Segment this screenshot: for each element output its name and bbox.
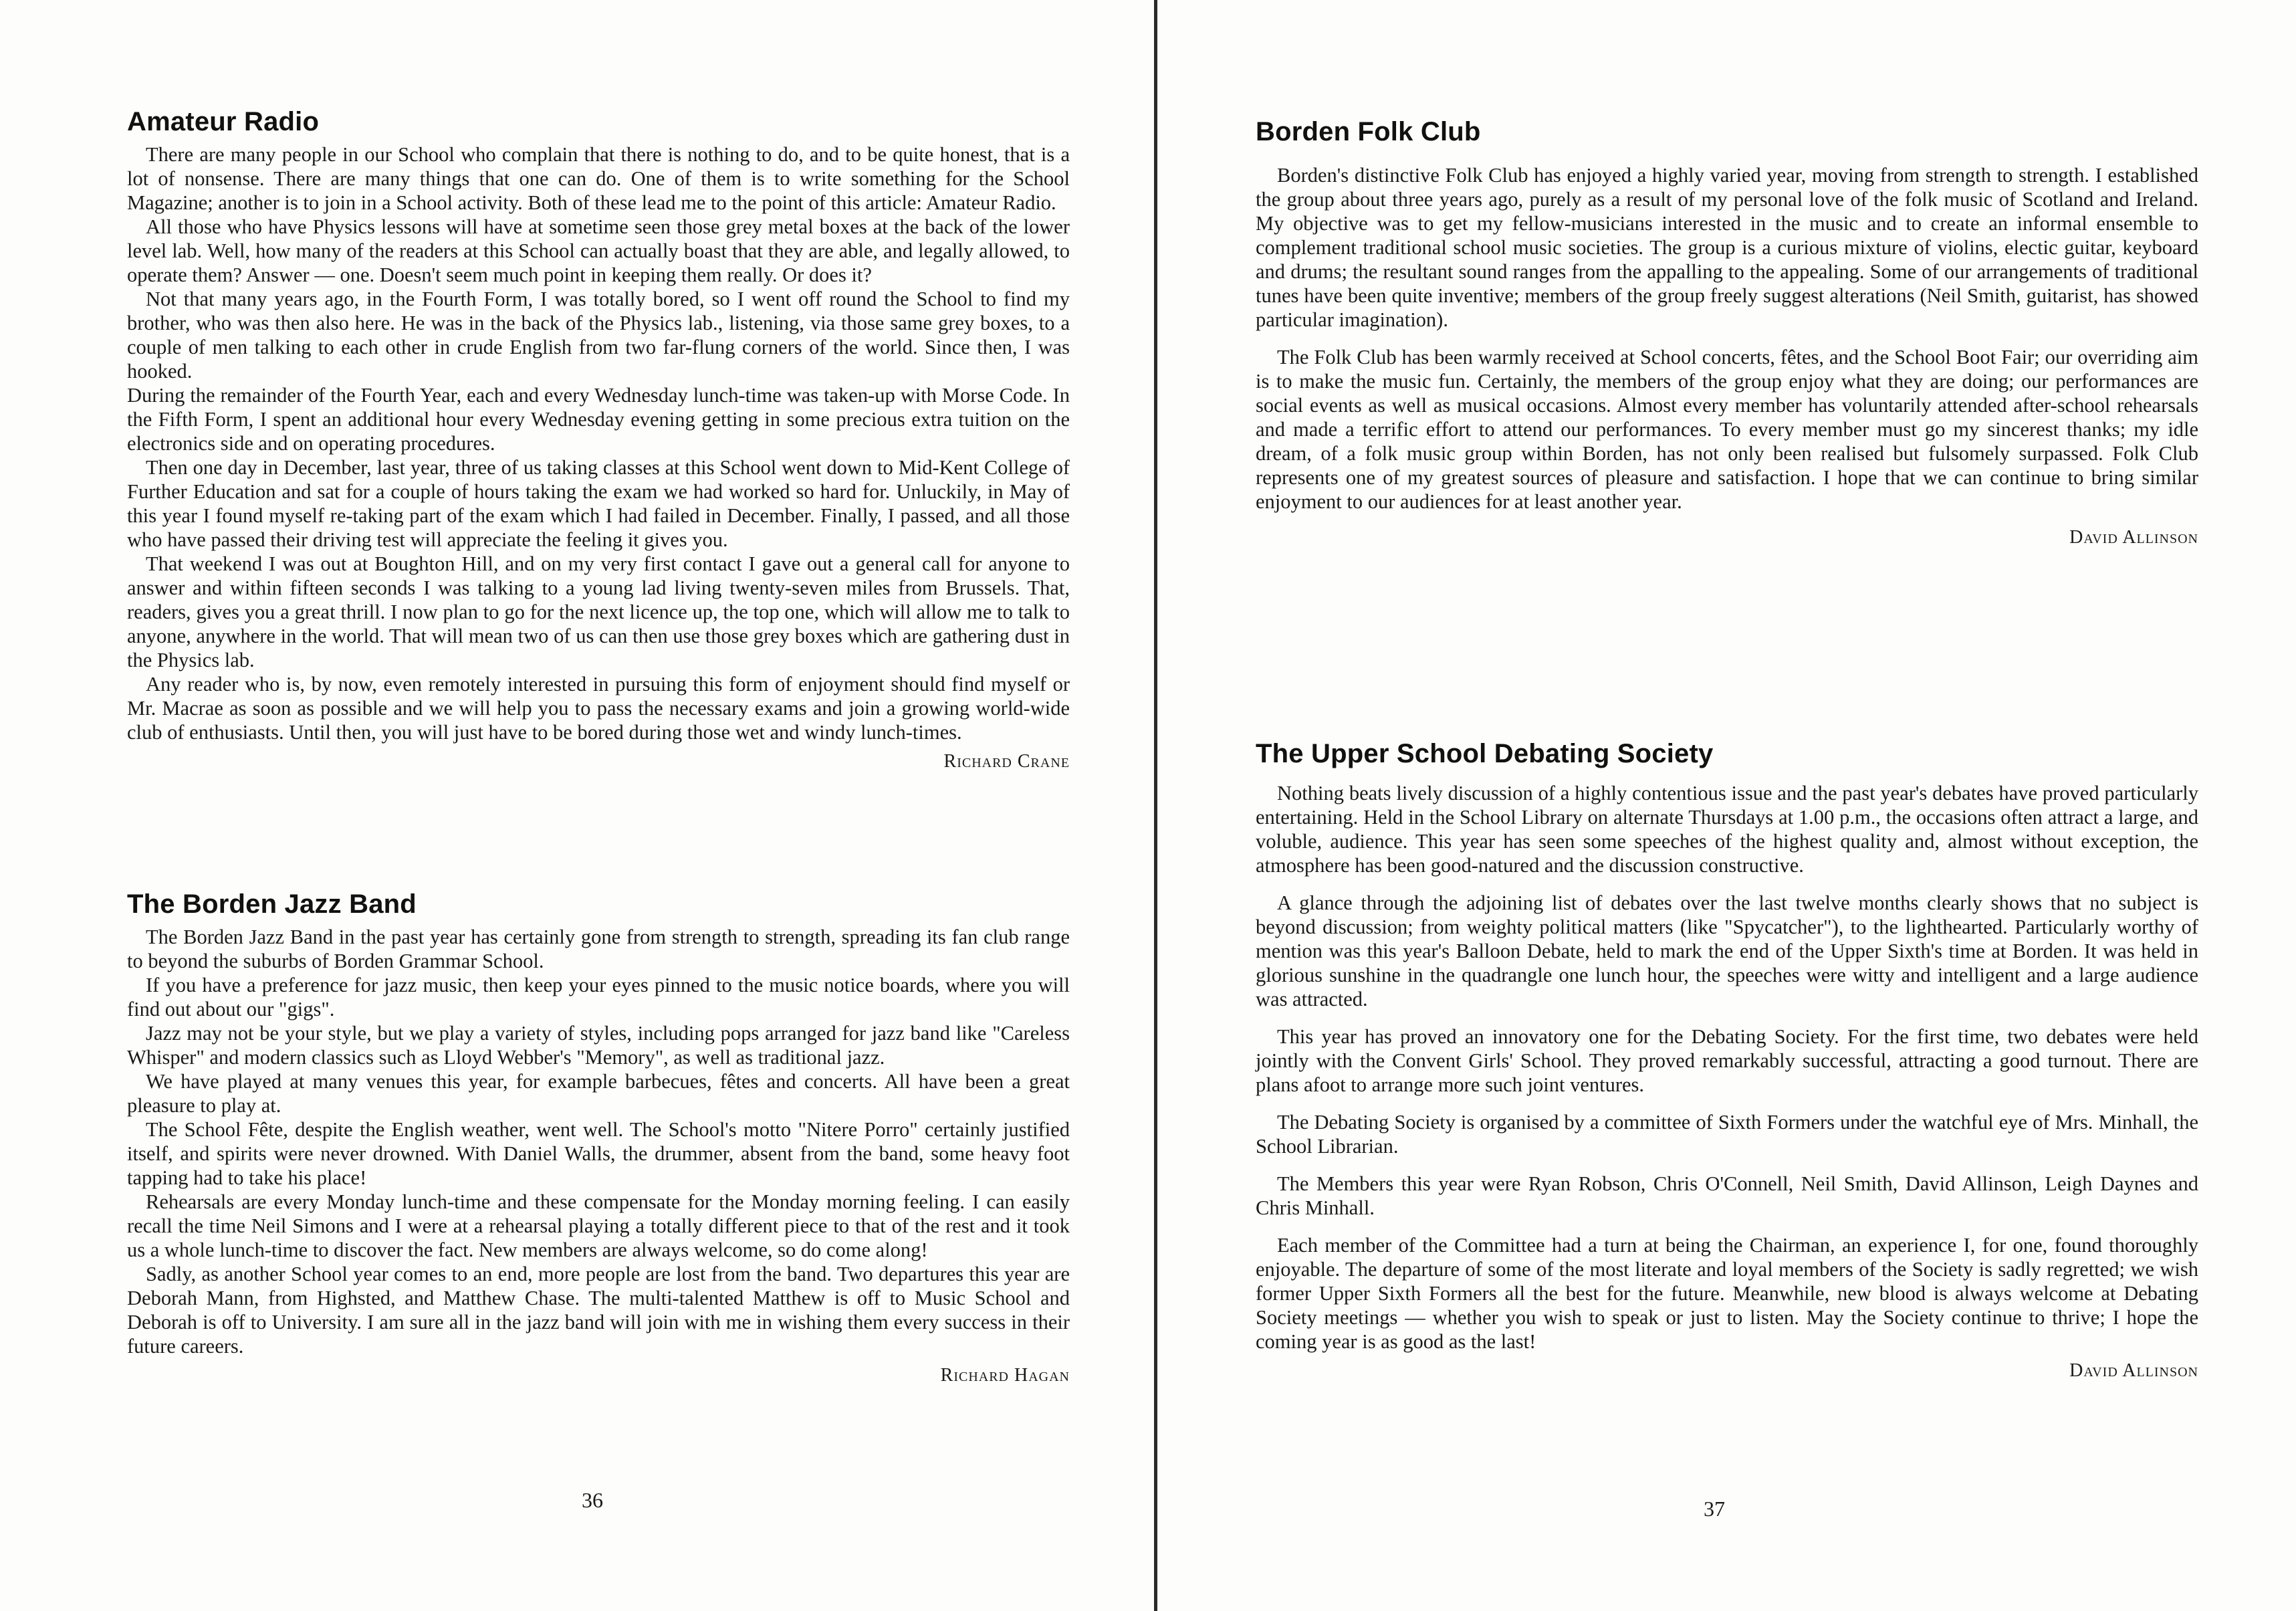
amateur-radio-article	[127, 107, 1070, 772]
paragraph: The Folk Club has been warmly received at School concerts, fêtes, and the School Boot Fair; our overriding aim is to make the music fun. Certainly, the members of the group enjoy what they are doing; our performances are social events as well as musical occasions. Almost every member has voluntarily attended after-school rehearsals and made a terrific effort to attend our performances. To every member must go my sincerest thanks; my idle dream, of a folk music group within Borden, has not only been realised but fulsomely surpassed. Folk Club represents one of my greatest sources of pleasure and satisfaction. I hope that we can continue to bring similar enjoyment to our audiences for at least another year.	[1256, 346, 2198, 513]
paragraph: The Debating Society is organised by a committee of Sixth Formers under the watchful eye of Mrs. Minhall, the School Librarian.	[1256, 1111, 2198, 1158]
paragraph: Rehearsals are every Monday lunch-time and these compensate for the Monday morning feeling. I can easily recall the time Neil Simons and I were at a rehearsal playing a totally different piece to that of the rest and it took us a whole lunch-time to discover the fact. New members are always welcome, so do come along!	[127, 1190, 1070, 1261]
folk-club-article	[1256, 117, 2198, 548]
article-title: Borden Folk Club	[1256, 117, 1481, 146]
jazz-band-article	[127, 889, 1070, 1386]
author-byline: Richard Hagan	[940, 1365, 1070, 1386]
paragraph: Nothing beats lively discussion of a highly contentious issue and the past year's debates have proved particularly entertaining. Held in the School Library on alternate Thursdays at 1.00 p.m., the occasions often attract a large, and voluble, audience. This year has seen some speeches of the highest quality and, almost without exception, the atmosphere has been good-natured and the discussion constructive.	[1256, 782, 2198, 877]
paragraph: The Members this year were Ryan Robson, Chris O'Connell, Neil Smith, David Allinson, Leigh Daynes and Chris Minhall.	[1256, 1172, 2198, 1219]
author-byline: David Allinson	[2069, 527, 2198, 548]
paragraph: The Borden Jazz Band in the past year has certainly gone from strength to strength, spreading its fan club range to beyond the suburbs of Borden Grammar School.	[127, 926, 1070, 972]
paragraph: Sadly, as another School year comes to an end, more people are lost from the band. Two departures this year are Deborah Mann, from Highsted, and Matthew Chase. The multi-talented Matthew is off to Music School and Deborah is off to University. I am sure all in the jazz band will join with me in wishing them every success in their future careers.	[127, 1263, 1070, 1358]
page-number: 37	[1704, 1497, 1725, 1521]
page-divider	[1154, 0, 1157, 1611]
paragraph: This year has proved an innovatory one for the Debating Society. For the first time, two debates were held jointly with the Convent Girls' School. They proved remarkably successful, attracting a good turnout. There are plans afoot to arrange more such joint ventures.	[1256, 1025, 2198, 1096]
right-page	[1169, 0, 2296, 1611]
paragraph: The School Fête, despite the English weather, went well. The School's motto "Nitere Porro" certainly justified itself, and spirits were never drowned. With Daniel Walls, the drummer, absent from the band, some heavy foot tapping had to take his place!	[127, 1118, 1070, 1189]
article-title: The Borden Jazz Band	[127, 889, 417, 919]
paragraph: There are many people in our School who complain that there is nothing to do, and to be quite honest, that is a lot of nonsense. There are many things that one can do. One of them is to write something for the School Magazine; another is to join in a School activity. Both of these lead me to the point of this article: Amateur Radio.	[127, 143, 1070, 214]
paragraph: We have played at many venues this year, for example barbecues, fêtes and concerts. All have been a great pleasure to play at.	[127, 1070, 1070, 1117]
paragraph: Not that many years ago, in the Fourth Form, I was totally bored, so I went off round the School to find my brother, who was then also here. He was in the back of the Physics lab., listening, via those same grey boxes, to a couple of men talking to each other in crude English from two far-flung corners of the world. Since then, I was hooked.	[127, 288, 1070, 383]
article-title: Amateur Radio	[127, 107, 320, 136]
paragraph: During the remainder of the Fourth Year, each and every Wednesday lunch-time was taken-up with Morse Code. In the Fifth Form, I spent an additional hour every Wednesday evening getting in some precious extra tuition on the electronics side and on operating procedures.	[127, 384, 1070, 455]
paragraph: Jazz may not be your style, but we play a variety of styles, including pops arranged for jazz band like "Careless Whisper" and modern classics such as Lloyd Webber's "Memory", as well as traditional jazz.	[127, 1022, 1070, 1069]
debating-society-article	[1256, 739, 2198, 1382]
paragraph: Each member of the Committee had a turn at being the Chairman, an experience I, for one, found thoroughly enjoyable. The departure of some of the most literate and loyal members of the Society is sadly regretted; we wish former Upper Sixth Formers all the best for the future. Meanwhile, new blood is always welcome at Debating Society meetings — whether you wish to speak or just to listen. May the Society continue to thrive; I hope the coming year is as good as the last!	[1256, 1234, 2198, 1353]
paragraph: Then one day in December, last year, three of us taking classes at this School went down to Mid-Kent College of Further Education and sat for a couple of hours taking the exam we had worked so hard for. Unluckily, in May of this year I found myself re-taking part of the exam which I had failed in December. Finally, I passed, and all those who have passed their driving test will appreciate the feeling it gives you.	[127, 456, 1070, 551]
page-number: 36	[582, 1488, 603, 1512]
article-title: The Upper School Debating Society	[1256, 739, 1714, 768]
paragraph: Any reader who is, by now, even remotely interested in pursuing this form of enjoyment should find myself or Mr. Macrae as soon as possible and we will help you to pass the necessary exams and join a growing world-wide club of enthusiasts. Until then, you will just have to be bored during those wet and windy lunch-times.	[127, 673, 1070, 744]
author-byline: David Allinson	[2069, 1360, 2198, 1381]
paragraph: That weekend I was out at Boughton Hill, and on my very first contact I gave out a general call for anyone to answer and within fifteen seconds I was talking to a young lad living twenty-seven miles from Brussels. That, readers, gives you a great thrill. I now plan to go for the next licence up, the top one, which will allow me to talk to anyone, anywhere in the world. That will mean two of us can then use those grey boxes which are gathering dust in the Physics lab.	[127, 552, 1070, 671]
author-byline: Richard Crane	[943, 751, 1070, 772]
paragraph: All those who have Physics lessons will have at sometime seen those grey metal boxes at the back of the lower level lab. Well, how many of the readers at this School can actually boast that they are able, and legally allowed, to operate them? Answer — one. Doesn't seem much point in keeping them really. Or does it?	[127, 215, 1070, 286]
paragraph: A glance through the adjoining list of debates over the last twelve months clearly shows that no subject is beyond discussion; from weighty political matters (like "Spycatcher"), to the lighthearted. Particularly worthy of mention was this year's Balloon Debate, held to mark the end of the Upper Sixth's time at Borden. It was held in glorious sunshine in the quadrangle one lunch hour, the speeches were witty and intelligent and a large audience was attracted.	[1256, 891, 2198, 1010]
paragraph: Borden's distinctive Folk Club has enjoyed a highly varied year, moving from strength to strength. I established the group about three years ago, purely as a result of my personal love of the folk music of Scotland and Ireland. My objective was to get my fellow-musicians interested in the music and to create an informal ensemble to complement traditional school music societies. The group is a curious mixture of violins, electic guitar, keyboard and drums; the resultant sound ranges from the appalling to the appealing. Some of our arrangements of traditional tunes have been quite inventive; members of the group freely suggest alterations (Neil Smith, guitarist, has showed particular imagination).	[1256, 164, 2198, 331]
paragraph: If you have a preference for jazz music, then keep your eyes pinned to the music notice boards, where you will find out about our "gigs".	[127, 974, 1070, 1021]
left-page	[0, 0, 1143, 1611]
